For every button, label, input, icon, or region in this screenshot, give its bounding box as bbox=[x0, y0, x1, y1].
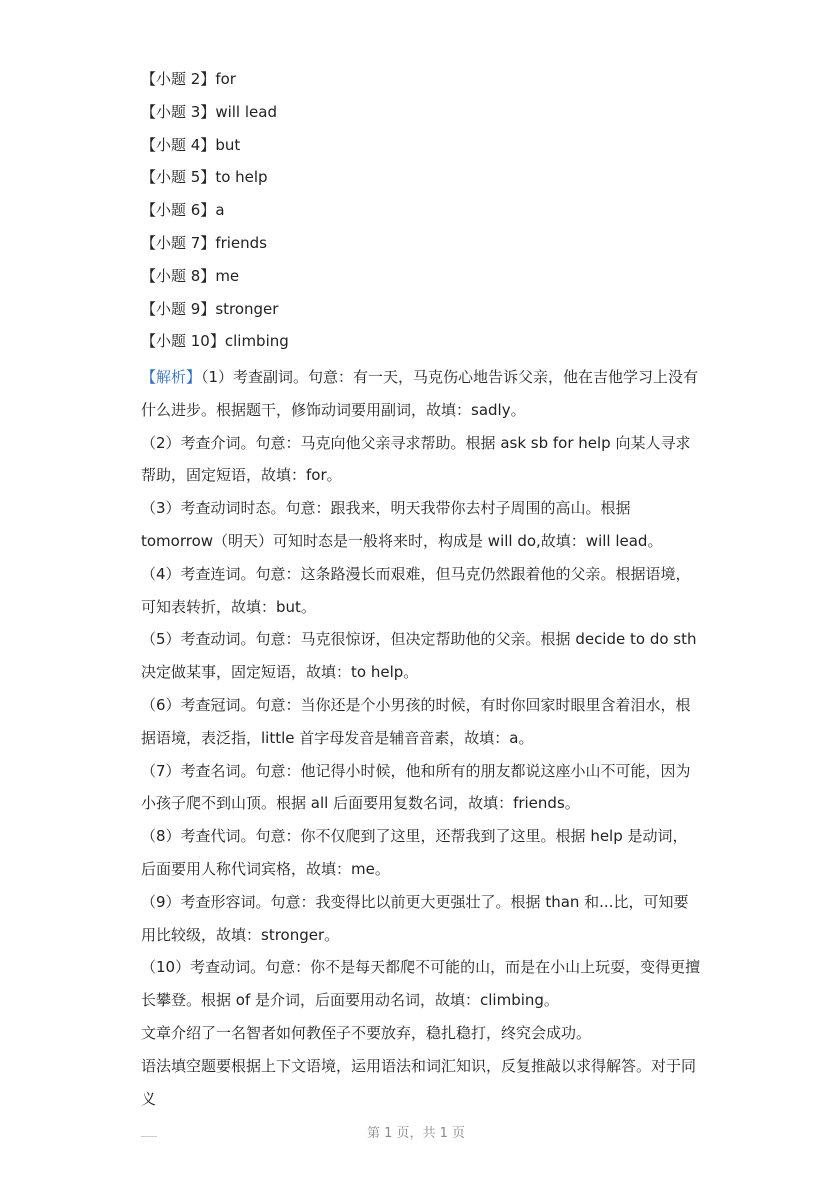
answer-item bbox=[141, 230, 701, 263]
analysis-paragraph: （2）考查介词。句意：马克向他父亲寻求帮助。根据 ask sb for help 向某人寻求帮助，固定短语，故填：for。 bbox=[141, 433, 691, 485]
answer-label: 【小题 4】 bbox=[141, 135, 216, 154]
analysis-paragraph: （8）考查代词。句意：你不仅爬到了这里，还帮我到了这里。根据 help 是动词，后面要用人称代词宾格，故填：me。 bbox=[141, 827, 688, 878]
answer-label: 【小题 8】 bbox=[141, 266, 216, 285]
analysis-paragraph: （4）考查连词。句意：这条路漫长而艰难，但马克仍然跟着他的父亲。根据语境，可知表转折，故填：but。 bbox=[141, 564, 691, 616]
answer-item bbox=[141, 164, 701, 197]
answer-label: 【小题 2】 bbox=[141, 70, 216, 88]
summary-paragraph: 文章介绍了一名智者如何教侄子不要放弃，稳扎稳打，终究会成功。 bbox=[141, 1023, 592, 1042]
answer-label: 【小题 5】 bbox=[141, 168, 216, 187]
answer-label: 【小题 6】 bbox=[141, 201, 216, 220]
analysis-text: （1）考查副词。句意：有一天，马克伤心地告诉父亲，他在吉他学习上没有什么进步。根据题干，修饰动词要用副词，故填：sadly。 bbox=[141, 368, 699, 419]
analysis-tag: 【解析】 bbox=[141, 368, 202, 386]
answer-value: stronger bbox=[215, 299, 279, 318]
answer-item bbox=[141, 328, 701, 361]
answer-item bbox=[141, 263, 701, 296]
answer-label: 【小题 10】 bbox=[141, 332, 225, 351]
answer-item bbox=[141, 66, 701, 99]
tip-paragraph: 语法填空题要根据上下文语境，运用语法和词汇知识，反复推敲以求得解答。对于同义 bbox=[141, 1056, 697, 1108]
analysis-paragraph: （3）考查动词时态。句意：跟我来，明天我带你去村子周围的高山。根据 tomorrow（明天）可知时态是一般将来时，构成是 will do,故填：will lead。 bbox=[141, 499, 663, 550]
analysis-paragraph: （10）考查动词。句意：你不是每天都爬不可能的山，而是在小山上玩耍，变得更擅长攀登。根据 of 是介词，后面要用动名词，故填：climbing。 bbox=[141, 958, 701, 1010]
answer-value: to help bbox=[215, 168, 268, 187]
answer-list bbox=[141, 66, 701, 361]
answer-value: me bbox=[215, 266, 240, 285]
answer-value: for bbox=[215, 70, 236, 88]
answer-item bbox=[141, 132, 701, 165]
analysis-paragraph: （5）考查动词。句意：马克很惊讶，但决定帮助他的父亲。根据 decide to do sth 决定做某事，固定短语，故填：to help。 bbox=[141, 630, 697, 682]
analysis-section bbox=[141, 361, 701, 1115]
answer-value: friends bbox=[215, 233, 267, 252]
analysis-paragraph bbox=[141, 361, 701, 427]
answer-label: 【小题 3】 bbox=[141, 102, 216, 121]
page-footer: 第 1 页，共 1 页 bbox=[366, 1126, 466, 1141]
answer-value: but bbox=[215, 135, 241, 154]
answer-value: climbing bbox=[224, 332, 289, 351]
answer-value: will lead bbox=[215, 102, 277, 121]
analysis-paragraph: （7）考查名词。句意：他记得小时候，他和所有的朋友都说这座小山不可能，因为小孩子爬不到山顶。根据 all 后面要用复数名词，故填：friends。 bbox=[141, 761, 691, 813]
answer-item bbox=[141, 99, 701, 132]
footer-divider bbox=[141, 1136, 157, 1137]
analysis-paragraph: （9）考查形容词。句意：我变得比以前更大更强壮了。根据 than 和...比，可知要用比较级，故填：stronger。 bbox=[141, 892, 689, 944]
answer-value: a bbox=[215, 201, 225, 220]
answer-item bbox=[141, 197, 701, 230]
answer-label: 【小题 7】 bbox=[141, 233, 216, 252]
answer-label: 【小题 9】 bbox=[141, 299, 216, 318]
answer-item bbox=[141, 296, 701, 329]
analysis-paragraph: （6）考查冠词。句意：当你还是个小男孩的时候，有时你回家时眼里含着泪水，根据语境，表泛指，little 首字母发音是辅音音素，故填：a。 bbox=[141, 695, 691, 747]
